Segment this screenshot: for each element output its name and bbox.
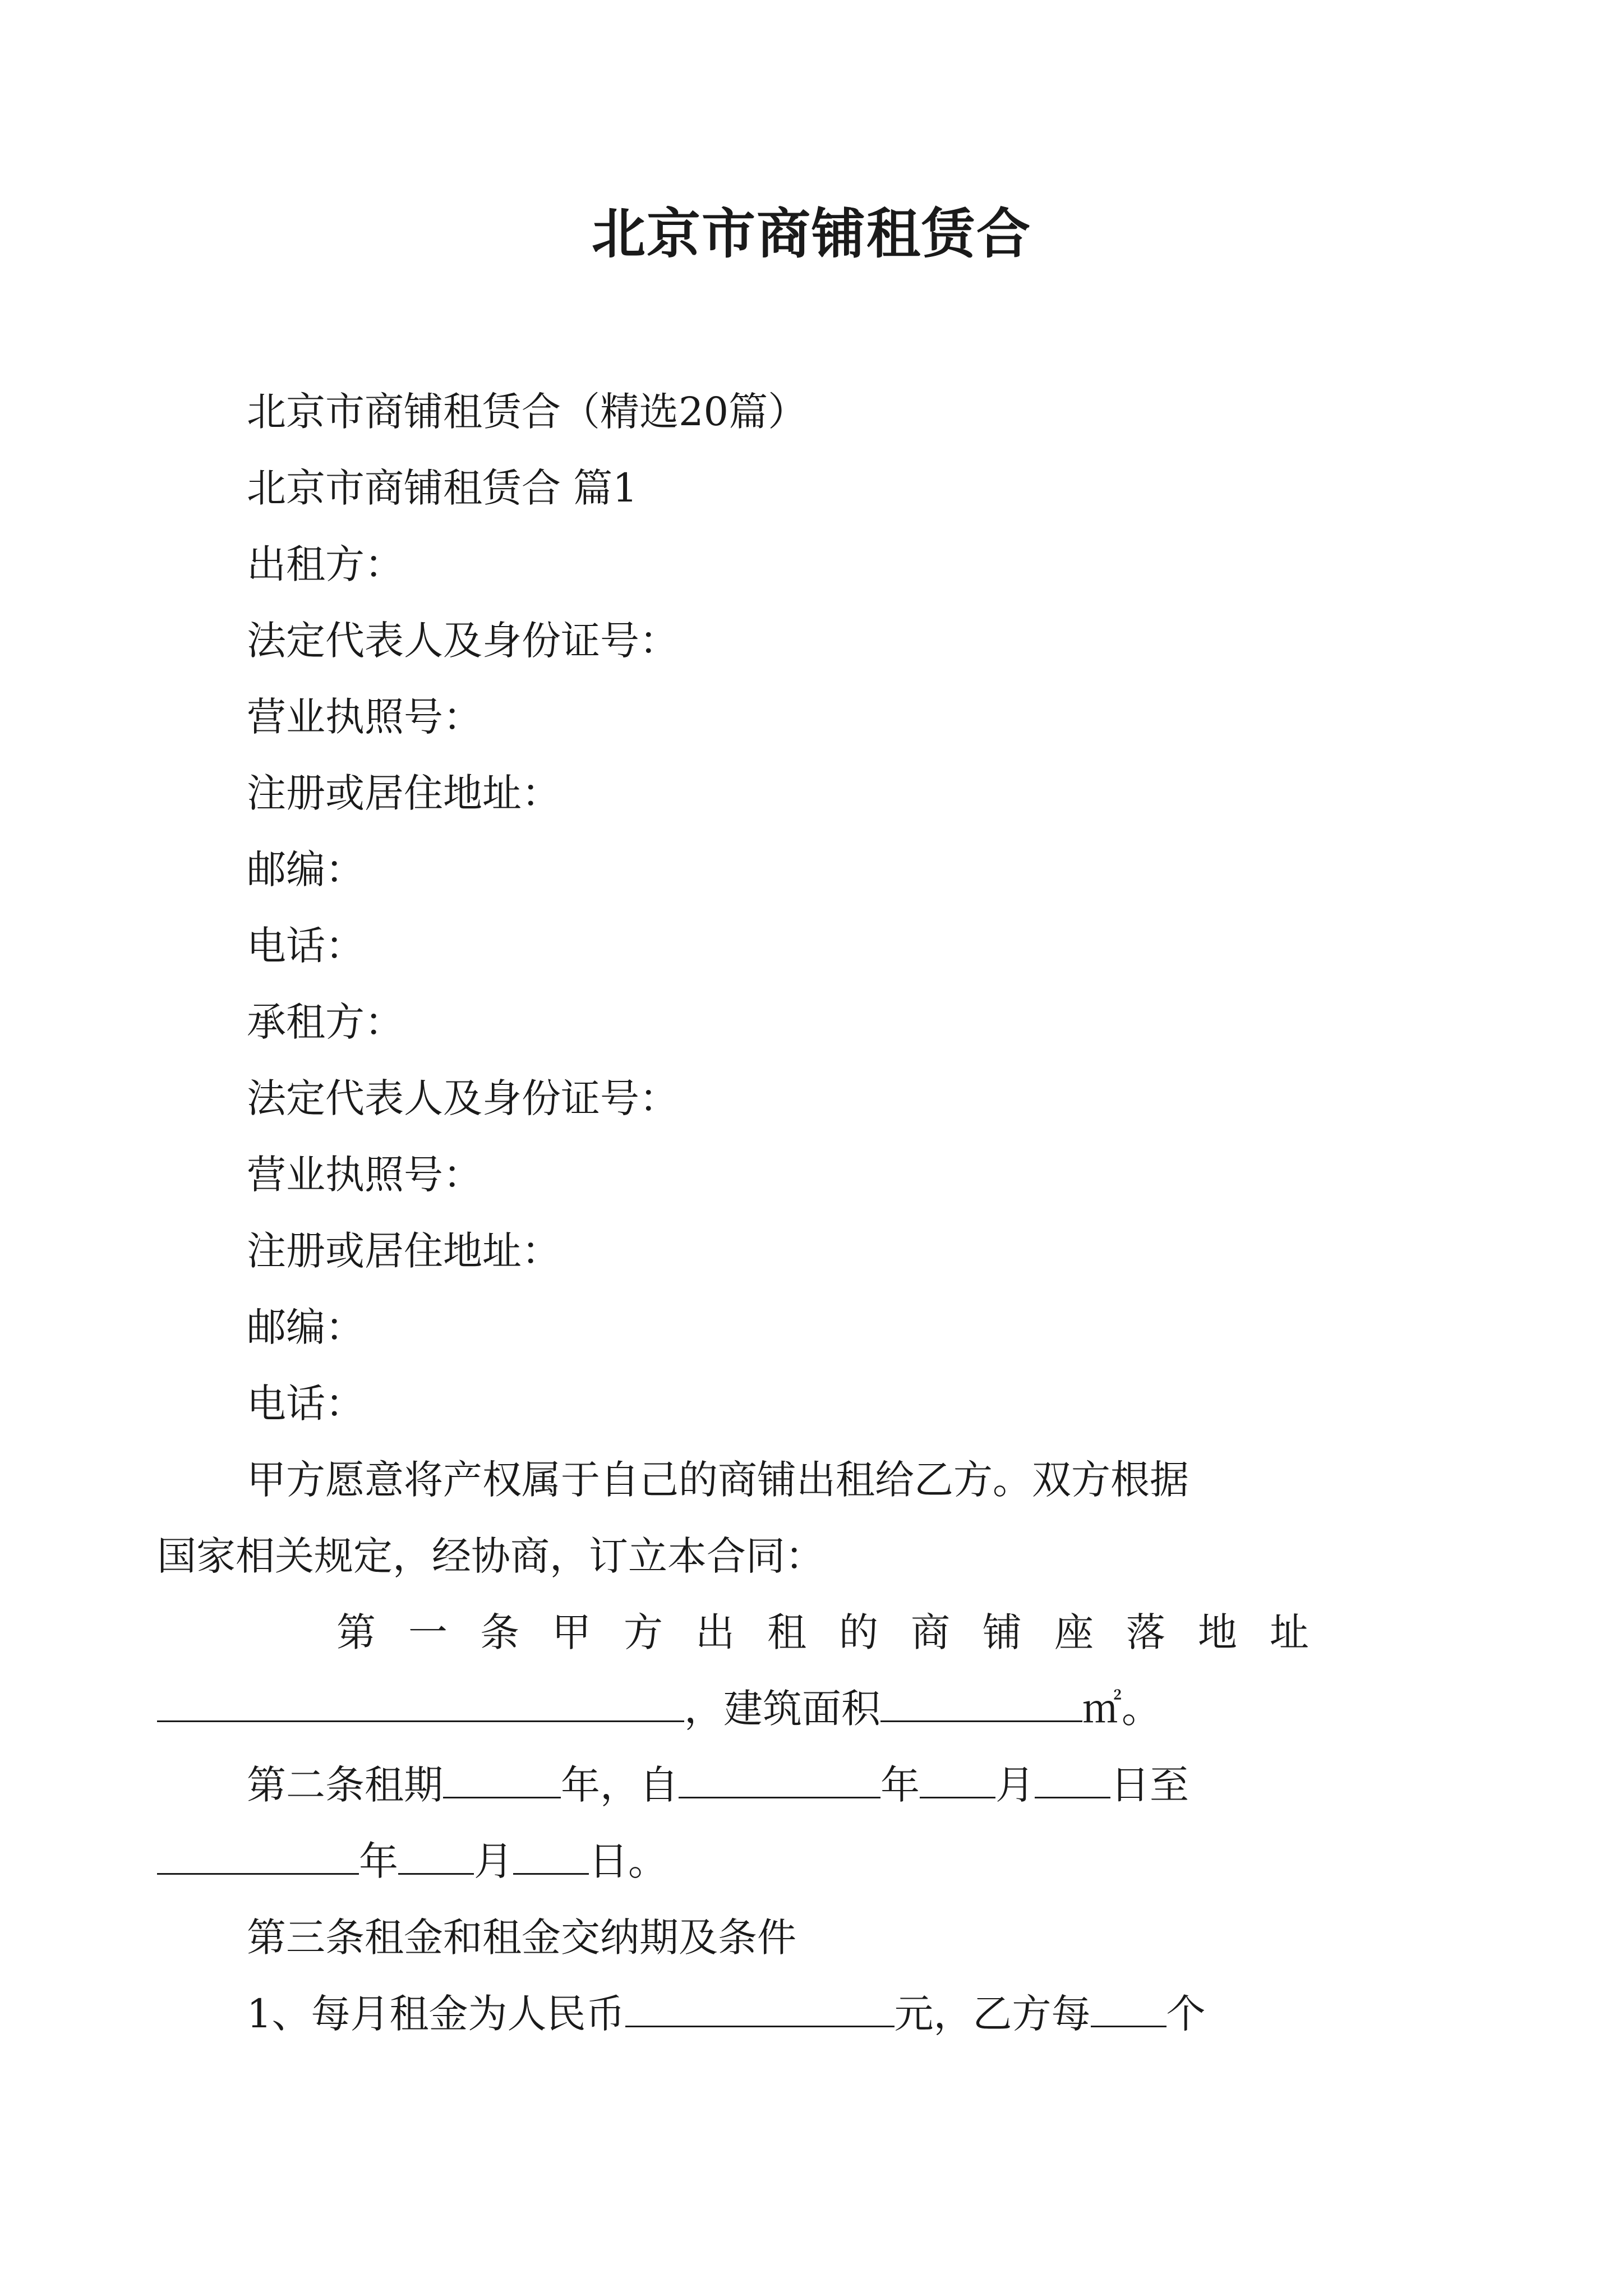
document-body xyxy=(157,374,1391,2052)
area-unit: ㎡。 xyxy=(1082,1686,1161,1732)
clause-2-line-1 xyxy=(247,1747,1391,1823)
lessor-phone-label: 电话： xyxy=(247,923,365,969)
preamble-line-1: 甲方愿意将产权属于自己的商铺出租给乙方。双方根据 xyxy=(247,1457,1189,1503)
clause-1-line-2 xyxy=(157,1671,1391,1747)
preamble-line-2: 国家相关规定，经协商，订立本合同： xyxy=(157,1533,824,1579)
lessee-license-label: 营业执照号： xyxy=(247,1152,482,1198)
monthly-rent-blank[interactable] xyxy=(625,1990,895,2027)
payment-interval-blank[interactable] xyxy=(1091,1990,1166,2027)
start-month-label: 月 xyxy=(995,1762,1035,1808)
document-title: 北京市商铺租赁合 xyxy=(592,202,1031,265)
lessor-license-label: 营业执照号： xyxy=(247,694,482,740)
lessee-representative-label: 法定代表人及身份证号： xyxy=(247,1075,679,1121)
area-label: ，建筑面积 xyxy=(684,1686,880,1732)
start-year-label: 年 xyxy=(880,1762,920,1808)
lessee-phone-label: 电话： xyxy=(247,1381,365,1427)
start-day-label: 日至 xyxy=(1110,1762,1189,1808)
clause-3-heading: 第三条租金和租金交纳期及条件 xyxy=(247,1915,796,1961)
term-from-label: 年，自 xyxy=(561,1762,679,1808)
lessor-label: 出租方： xyxy=(247,541,404,587)
end-year-blank[interactable] xyxy=(157,1837,359,1875)
collection-heading: 北京市商铺租赁合（精选20篇） xyxy=(247,389,808,435)
end-day-label: 日。 xyxy=(589,1838,667,1884)
clause-1-line-1: 第一条甲方出租的商铺座落地址 xyxy=(336,1609,1341,1655)
area-blank[interactable] xyxy=(880,1685,1082,1722)
clause-3-item-1 xyxy=(247,1976,1391,2052)
lessee-postcode-label: 邮编： xyxy=(247,1304,365,1350)
lessor-address-label: 注册或居住地址： xyxy=(247,770,561,816)
lessor-postcode-label: 邮编： xyxy=(247,846,365,892)
payment-interval-unit: 个 xyxy=(1166,1991,1206,2037)
end-day-blank[interactable] xyxy=(513,1837,589,1875)
article-heading: 北京市商铺租赁合 篇1 xyxy=(247,465,638,511)
monthly-rent-label: 1、每月租金为人民币 xyxy=(247,1991,625,2037)
start-year-blank[interactable] xyxy=(679,1761,880,1798)
term-label: 第二条租期 xyxy=(247,1762,443,1808)
start-month-blank[interactable] xyxy=(920,1761,995,1798)
end-month-label: 月 xyxy=(474,1838,513,1884)
lessor-representative-label: 法定代表人及身份证号： xyxy=(247,618,679,664)
address-blank[interactable] xyxy=(157,1685,684,1722)
term-years-blank[interactable] xyxy=(443,1761,561,1798)
lessee-label: 承租方： xyxy=(247,999,404,1045)
payment-interval-label: 元，乙方每 xyxy=(894,1991,1091,2037)
end-year-label: 年 xyxy=(359,1838,398,1884)
end-month-blank[interactable] xyxy=(398,1837,474,1875)
start-day-blank[interactable] xyxy=(1035,1761,1110,1798)
lessee-address-label: 注册或居住地址： xyxy=(247,1228,561,1274)
clause-2-line-2 xyxy=(157,1823,1391,1899)
